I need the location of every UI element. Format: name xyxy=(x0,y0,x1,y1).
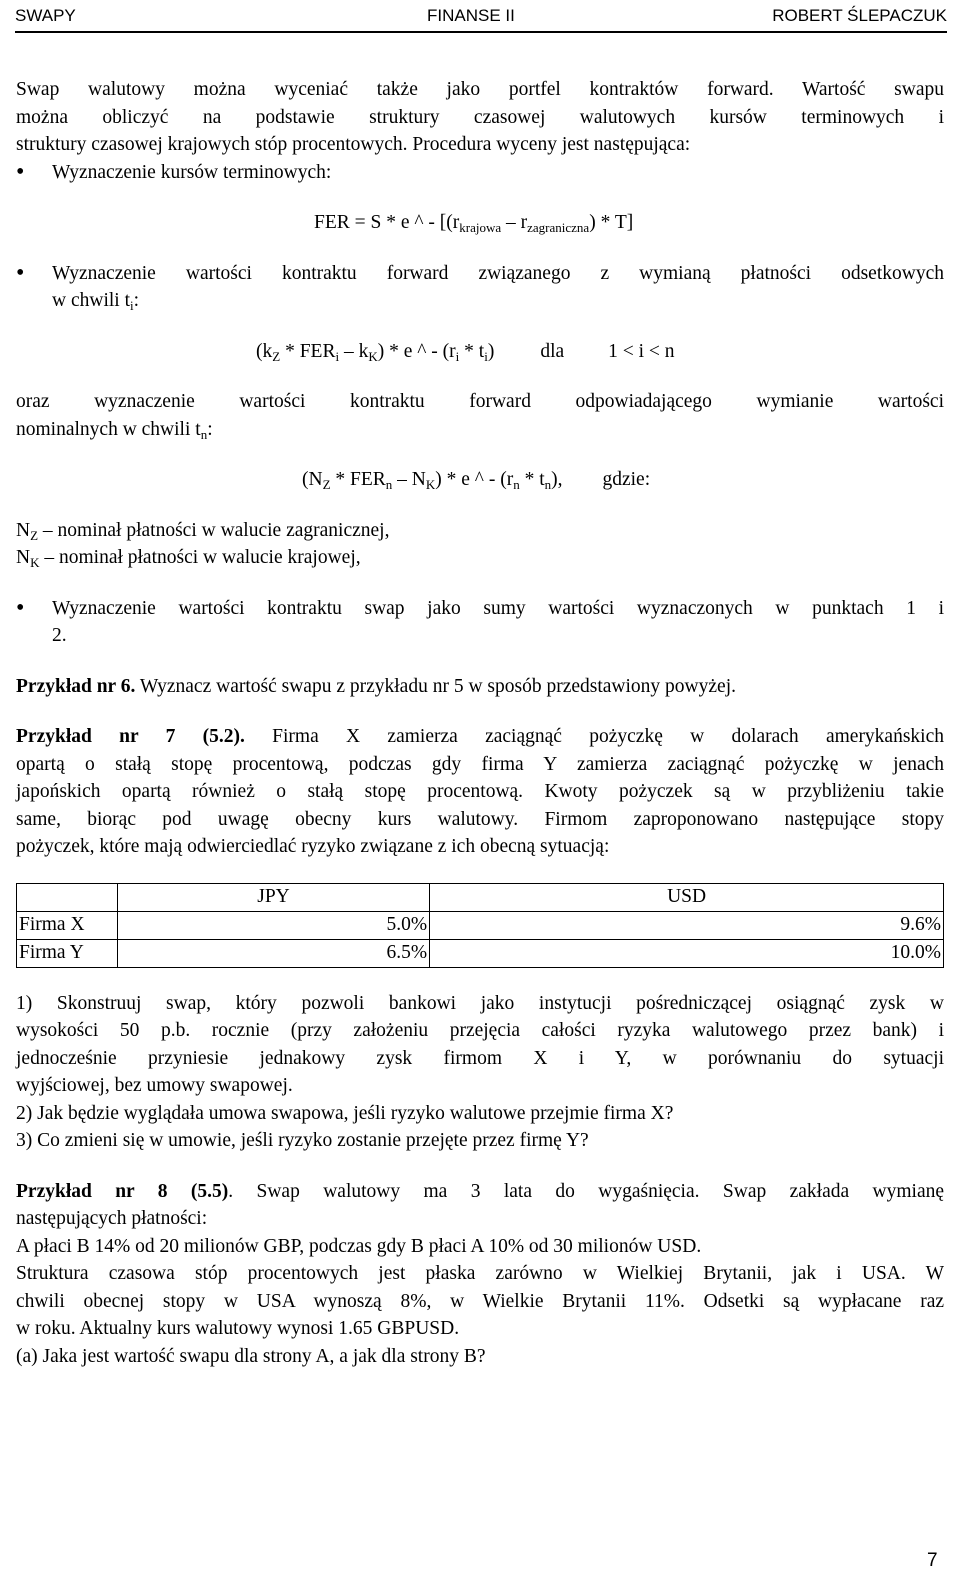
example-7-line-1-text: Firma X zamierza zaciągnąć pożyczkę w dolarach amerykańskich xyxy=(244,726,945,747)
example-8-line: następujących płatności: xyxy=(16,1208,208,1229)
table-header-cell: JPY xyxy=(117,883,429,911)
example-7 xyxy=(16,723,944,861)
example-8-line: A płaci B 14% od 20 milionów GBP, podczas gdy B płaci A 10% od 30 milionów USD. xyxy=(16,1235,702,1257)
example-7-line-5: pożyczek, które mają odwierciedlać ryzyko związane z ich obecną sytuacją: xyxy=(16,836,610,857)
example-8-line: (a) Jaka jest wartość swapu dla strony A, a jak dla strony B? xyxy=(16,1345,486,1367)
table-cell: 6.5% xyxy=(117,939,429,967)
intro-line-2: można obliczyć na podstawie struktury czasowej walutowych kursów terminowych i xyxy=(16,106,944,128)
bullet-interest-payments xyxy=(16,260,944,315)
page-number: 7 xyxy=(927,1550,938,1571)
bullet-swap-value xyxy=(16,595,944,650)
table-cell: Firma Y xyxy=(17,939,118,967)
example-8-line: w roku. Aktualny kurs walutowy wynosi 1.65 GBPUSD. xyxy=(16,1318,460,1339)
example-8-line-1 xyxy=(16,1178,944,1206)
table-row xyxy=(17,911,944,939)
bullet-forward-rates: • Wyznaczenie kursów terminowych: xyxy=(16,159,944,187)
example-8-line-1-text: . Swap walutowy ma 3 lata do wygaśnięcia. Swap zakłada wymianę xyxy=(228,1180,945,1202)
example-6-text: Wyznacz wartość swapu z przykładu nr 5 w sposób przedstawiony powyżej. xyxy=(135,675,736,697)
page-header xyxy=(15,4,947,33)
table-row xyxy=(17,939,944,967)
question-line: jednocześnie przyniesie jednakowy zysk firmom X i Y, w porównaniu do sytuacji xyxy=(16,1047,944,1069)
example-7-line-4: same, biorąc pod uwagę obecny kurs walutowy. Firmom zaproponowano następujące stopy xyxy=(16,808,944,830)
example-7-line-1 xyxy=(16,723,944,751)
example-8-line: chwili obecnej stopy w USA wynoszą 8%, w Wielkie Brytanii 11%. Odsetki są wypłacane raz xyxy=(16,1290,944,1312)
header-center: FINANSE II xyxy=(427,6,515,25)
intro-line-1: Swap walutowy można wyceniać także jako portfel kontraktów forward. Wartość swapu xyxy=(16,79,944,100)
definition-nz-text: nominał płatności w walucie zagranicznej, xyxy=(57,519,390,541)
oraz-line-2: nominalnych w chwili $t_n$: xyxy=(16,418,213,442)
rates-table xyxy=(16,883,944,968)
question-line: 3) Co zmieni się w umowie, jeśli ryzyko zostanie przejęte przez firmę Y? xyxy=(16,1130,589,1151)
table-cell: 10.0% xyxy=(430,939,944,967)
formula-interest-forward: $(k_Z * FER_i - k_K)$ * e ^ - $(r_i * t_i)$ dla 1 < i < n xyxy=(256,340,675,364)
question-line: 1) Skonstruuj swap, który pozwoli bankowi jako instytucji pośredniczącej osiągnąć zysk w xyxy=(16,992,944,1014)
definition-nk: $N_K$ – nominał płatności w walucie krajowej, xyxy=(16,547,361,570)
example-8-line: Struktura czasowa stóp procentowych jest płaska zarówno w Wielkiej Brytanii, jak i USA. W xyxy=(16,1263,944,1284)
example-7-line-2: opartą o stałą stopę procentową, podczas gdy firma Y zamierza zaciągnąć pożyczkę w jenach xyxy=(16,753,944,775)
oraz-line-2-text: nominalnych w chwili t xyxy=(16,418,201,440)
bullet-swap-line-1: • Wyznaczenie wartości kontraktu swap jako sumy wartości wyznaczonych w punktach 1 i xyxy=(16,595,944,623)
header-left: SWAPY xyxy=(15,6,76,25)
example-8-label: Przykład nr 8 (5.5) xyxy=(16,1180,229,1202)
definitions xyxy=(16,517,944,572)
example-8 xyxy=(16,1178,944,1371)
table-header-cell xyxy=(17,883,118,911)
example-7-questions xyxy=(16,990,944,1155)
header-right: ROBERT ŚLEPACZUK xyxy=(772,6,947,25)
table-cell: 5.0% xyxy=(117,911,429,939)
definition-nz: $N_Z$ – nominał płatności w walucie zagranicznej, xyxy=(16,519,390,543)
question-line: 2) Jak będzie wyglądała umowa swapowa, jeśli ryzyko walutowe przejmie firma X? xyxy=(16,1102,674,1124)
question-line: wysokości 50 p.b. rocznie (przy założeniu przejęcia całości ryzyka walutowego przez bank) i xyxy=(16,1020,944,1041)
example-7-label: Przykład nr 7 (5.2). xyxy=(16,726,245,747)
bullet-interest-text: w chwili t xyxy=(52,290,130,311)
oraz-line-1: oraz wyznaczenie wartości kontraktu forward odpowiadającego wymianie wartości xyxy=(16,391,944,412)
bullet-swap-line-2: 2. xyxy=(52,625,67,646)
table-header-row xyxy=(17,883,944,911)
table-cell: Firma X xyxy=(17,911,118,939)
table-header-cell: USD xyxy=(430,883,944,911)
example-6-label: Przykład nr 6. xyxy=(16,675,136,697)
table-cell: 9.6% xyxy=(430,911,944,939)
intro-line-3: struktury czasowej krajowych stóp procentowych. Procedura wyceny jest następująca: xyxy=(16,134,691,155)
example-6 xyxy=(16,673,944,701)
bullet-interest-line-2: w chwili $t_i$: xyxy=(52,290,140,313)
formula-fer: FER = S * e ^ - $[(r_{krajowa} - r_{zagraniczna}) * T]$ xyxy=(314,212,634,235)
question-line: wyjściowej, bez umowy swapowej. xyxy=(16,1075,293,1096)
definition-nk-text: nominał płatności w walucie krajowej, xyxy=(58,547,361,568)
example-7-line-3: japońskich opartą również o stałą stopę procentową. Kwoty pożyczek są w przybliżeniu takie xyxy=(16,781,944,802)
formula-nominal-forward: $(N_Z * FER_n - N_K)$ * e ^ - $(r_n * t_n)$, gdzie: xyxy=(302,469,651,492)
paragraph-nominal xyxy=(16,388,944,443)
document-body xyxy=(16,76,944,1370)
bullet-interest-line-1: • Wyznaczenie wartości kontraktu forward związanego z wymianą płatności odsetkowych xyxy=(16,260,944,288)
